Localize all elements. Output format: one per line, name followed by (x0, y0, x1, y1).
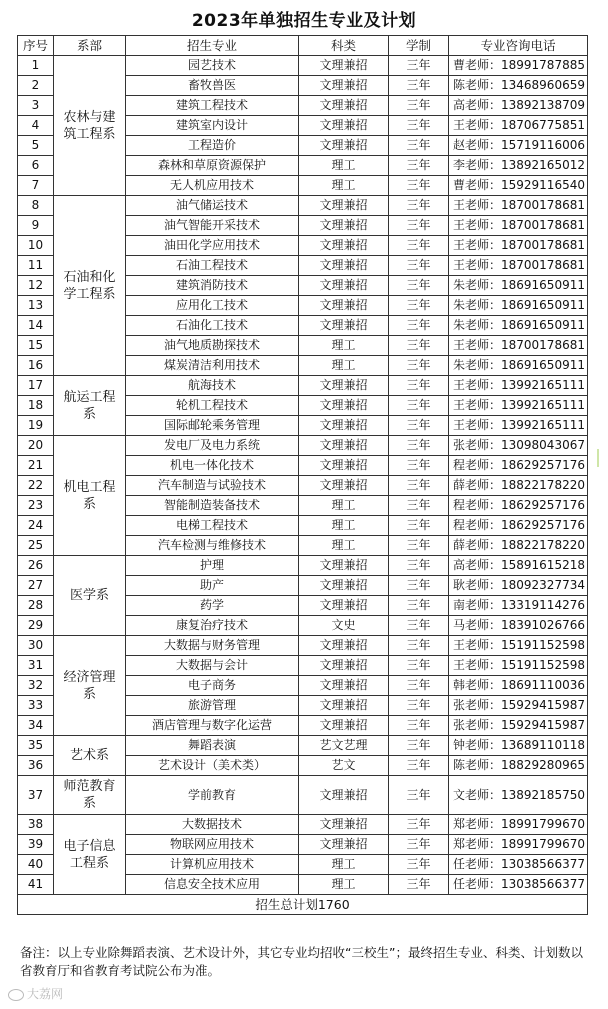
years-cell: 三年 (389, 776, 449, 815)
row-number: 2 (18, 76, 54, 96)
category-cell: 文理兼招 (299, 316, 389, 336)
category-cell: 文理兼招 (299, 256, 389, 276)
department-cell: 机电工程系 (54, 436, 126, 556)
row-number: 29 (18, 616, 54, 636)
edge-mark (597, 449, 599, 467)
category-cell: 文理兼招 (299, 676, 389, 696)
major-cell: 物联网应用技术 (126, 835, 299, 855)
table-row (18, 736, 588, 756)
phone-cell: 程老师：18629257176 (449, 516, 588, 536)
category-cell: 文理兼招 (299, 236, 389, 256)
row-number: 20 (18, 436, 54, 456)
phone-cell: 赵老师：15719116006 (449, 136, 588, 156)
category-cell: 文理兼招 (299, 296, 389, 316)
major-cell: 汽车检测与维修技术 (126, 536, 299, 556)
category-cell: 理工 (299, 855, 389, 875)
row-number: 39 (18, 835, 54, 855)
enrollment-table (17, 35, 588, 915)
phone-cell: 任老师：13038566377 (449, 855, 588, 875)
years-cell: 三年 (389, 716, 449, 736)
row-number: 5 (18, 136, 54, 156)
category-cell: 文理兼招 (299, 776, 389, 815)
header-department: 系部 (54, 36, 126, 56)
table-row (18, 636, 588, 656)
row-number: 40 (18, 855, 54, 875)
phone-cell: 朱老师：18691650911 (449, 356, 588, 376)
major-cell: 信息安全技术应用 (126, 875, 299, 895)
major-cell: 园艺技术 (126, 56, 299, 76)
major-cell: 无人机应用技术 (126, 176, 299, 196)
phone-cell: 南老师：13319114276 (449, 596, 588, 616)
phone-cell: 王老师：13992165111 (449, 396, 588, 416)
years-cell: 三年 (389, 496, 449, 516)
row-number: 16 (18, 356, 54, 376)
years-cell: 三年 (389, 216, 449, 236)
phone-cell: 高老师：15891615218 (449, 556, 588, 576)
category-cell: 文理兼招 (299, 116, 389, 136)
department-cell: 电子信息工程系 (54, 815, 126, 895)
major-cell: 旅游管理 (126, 696, 299, 716)
row-number: 28 (18, 596, 54, 616)
phone-cell: 郑老师：18991799670 (449, 815, 588, 835)
department-cell: 经济管理系 (54, 636, 126, 736)
category-cell: 文理兼招 (299, 396, 389, 416)
phone-cell: 张老师：13098043067 (449, 436, 588, 456)
row-number: 1 (18, 56, 54, 76)
major-cell: 电子商务 (126, 676, 299, 696)
major-cell: 酒店管理与数字化运营 (126, 716, 299, 736)
phone-cell: 李老师：13892165012 (449, 156, 588, 176)
years-cell: 三年 (389, 136, 449, 156)
row-number: 4 (18, 116, 54, 136)
row-number: 31 (18, 656, 54, 676)
phone-cell: 文老师：13892185750 (449, 776, 588, 815)
years-cell: 三年 (389, 116, 449, 136)
table-row (18, 196, 588, 216)
years-cell: 三年 (389, 756, 449, 776)
department-cell: 农林与建筑工程系 (54, 56, 126, 196)
row-number: 15 (18, 336, 54, 356)
years-cell: 三年 (389, 96, 449, 116)
table-row (18, 436, 588, 456)
category-cell: 理工 (299, 496, 389, 516)
phone-cell: 陈老师：18829280965 (449, 756, 588, 776)
major-cell: 石油工程技术 (126, 256, 299, 276)
row-number: 14 (18, 316, 54, 336)
years-cell: 三年 (389, 376, 449, 396)
years-cell: 三年 (389, 516, 449, 536)
phone-cell: 薛老师：18822178220 (449, 536, 588, 556)
major-cell: 轮机工程技术 (126, 396, 299, 416)
category-cell: 文理兼招 (299, 476, 389, 496)
years-cell: 三年 (389, 456, 449, 476)
major-cell: 国际邮轮乘务管理 (126, 416, 299, 436)
total-plan: 招生总计划1760 (18, 895, 588, 915)
watermark-text: 大荔网 (27, 987, 64, 1001)
row-number: 21 (18, 456, 54, 476)
phone-cell: 王老师：18700178681 (449, 216, 588, 236)
row-number: 34 (18, 716, 54, 736)
years-cell: 三年 (389, 416, 449, 436)
years-cell: 三年 (389, 556, 449, 576)
years-cell: 三年 (389, 176, 449, 196)
major-cell: 艺术设计（美术类） (126, 756, 299, 776)
category-cell: 文理兼招 (299, 596, 389, 616)
years-cell: 三年 (389, 236, 449, 256)
phone-cell: 张老师：15929415987 (449, 696, 588, 716)
category-cell: 理工 (299, 875, 389, 895)
phone-cell: 薛老师：18822178220 (449, 476, 588, 496)
phone-cell: 高老师：13892138709 (449, 96, 588, 116)
years-cell: 三年 (389, 396, 449, 416)
phone-cell: 陈老师：13468960659 (449, 76, 588, 96)
major-cell: 应用化工技术 (126, 296, 299, 316)
row-number: 3 (18, 96, 54, 116)
row-number: 11 (18, 256, 54, 276)
years-cell: 三年 (389, 436, 449, 456)
major-cell: 大数据与会计 (126, 656, 299, 676)
category-cell: 文理兼招 (299, 716, 389, 736)
category-cell: 文理兼招 (299, 696, 389, 716)
major-cell: 药学 (126, 596, 299, 616)
years-cell: 三年 (389, 256, 449, 276)
years-cell: 三年 (389, 736, 449, 756)
category-cell: 文理兼招 (299, 456, 389, 476)
major-cell: 舞蹈表演 (126, 736, 299, 756)
category-cell: 文理兼招 (299, 376, 389, 396)
years-cell: 三年 (389, 875, 449, 895)
major-cell: 护理 (126, 556, 299, 576)
major-cell: 机电一体化技术 (126, 456, 299, 476)
years-cell: 三年 (389, 276, 449, 296)
category-cell: 文理兼招 (299, 216, 389, 236)
phone-cell: 王老师：18700178681 (449, 256, 588, 276)
major-cell: 航海技术 (126, 376, 299, 396)
row-number: 38 (18, 815, 54, 835)
phone-cell: 王老师：18700178681 (449, 196, 588, 216)
major-cell: 畜牧兽医 (126, 76, 299, 96)
phone-cell: 王老师：18706775851 (449, 116, 588, 136)
category-cell: 艺文 (299, 756, 389, 776)
category-cell: 理工 (299, 336, 389, 356)
weibo-icon (8, 989, 24, 1001)
major-cell: 煤炭清洁利用技术 (126, 356, 299, 376)
years-cell: 三年 (389, 815, 449, 835)
table-body (18, 56, 588, 915)
major-cell: 大数据技术 (126, 815, 299, 835)
row-number: 30 (18, 636, 54, 656)
row-number: 22 (18, 476, 54, 496)
row-number: 18 (18, 396, 54, 416)
category-cell: 艺文艺理 (299, 736, 389, 756)
years-cell: 三年 (389, 656, 449, 676)
phone-cell: 王老师：13992165111 (449, 416, 588, 436)
table-row (18, 776, 588, 815)
header-phone: 专业咨询电话 (449, 36, 588, 56)
years-cell: 三年 (389, 156, 449, 176)
years-cell: 三年 (389, 476, 449, 496)
phone-cell: 马老师：18391026766 (449, 616, 588, 636)
row-number: 12 (18, 276, 54, 296)
major-cell: 发电厂及电力系统 (126, 436, 299, 456)
table-row (18, 556, 588, 576)
phone-cell: 朱老师：18691650911 (449, 276, 588, 296)
category-cell: 理工 (299, 516, 389, 536)
row-number: 35 (18, 736, 54, 756)
department-cell: 医学系 (54, 556, 126, 636)
department-cell: 石油和化学工程系 (54, 196, 126, 376)
major-cell: 智能制造装备技术 (126, 496, 299, 516)
phone-cell: 王老师：13992165111 (449, 376, 588, 396)
years-cell: 三年 (389, 196, 449, 216)
category-cell: 文理兼招 (299, 576, 389, 596)
phone-cell: 程老师：18629257176 (449, 456, 588, 476)
header-major: 招生专业 (126, 36, 299, 56)
phone-cell: 王老师：15191152598 (449, 636, 588, 656)
years-cell: 三年 (389, 56, 449, 76)
category-cell: 文理兼招 (299, 656, 389, 676)
category-cell: 文理兼招 (299, 96, 389, 116)
category-cell: 文理兼招 (299, 815, 389, 835)
phone-cell: 任老师：13038566377 (449, 875, 588, 895)
phone-cell: 耿老师：18092327734 (449, 576, 588, 596)
table-row (18, 815, 588, 835)
row-number: 41 (18, 875, 54, 895)
row-number: 8 (18, 196, 54, 216)
major-cell: 油气智能开采技术 (126, 216, 299, 236)
years-cell: 三年 (389, 596, 449, 616)
footnote: 备注：以上专业除舞蹈表演、艺术设计外，其它专业均招收“三校生”；最终招生专业、科类、计划数以省教育厅和省教育考试院公布为准。 (20, 945, 583, 978)
phone-cell: 郑老师：18991799670 (449, 835, 588, 855)
category-cell: 文理兼招 (299, 436, 389, 456)
watermark (8, 985, 63, 1002)
category-cell: 文理兼招 (299, 636, 389, 656)
phone-cell: 张老师：15929415987 (449, 716, 588, 736)
phone-cell: 程老师：18629257176 (449, 496, 588, 516)
row-number: 27 (18, 576, 54, 596)
years-cell: 三年 (389, 536, 449, 556)
row-number: 7 (18, 176, 54, 196)
category-cell: 文理兼招 (299, 835, 389, 855)
row-number: 37 (18, 776, 54, 815)
major-cell: 森林和草原资源保护 (126, 156, 299, 176)
category-cell: 文理兼招 (299, 56, 389, 76)
phone-cell: 王老师：18700178681 (449, 236, 588, 256)
major-cell: 建筑工程技术 (126, 96, 299, 116)
major-cell: 石油化工技术 (126, 316, 299, 336)
years-cell: 三年 (389, 336, 449, 356)
major-cell: 计算机应用技术 (126, 855, 299, 875)
total-row (18, 895, 588, 915)
major-cell: 油田化学应用技术 (126, 236, 299, 256)
years-cell: 三年 (389, 296, 449, 316)
major-cell: 汽车制造与试验技术 (126, 476, 299, 496)
page-title: 2023年单独招生专业及计划 (191, 11, 417, 31)
years-cell: 三年 (389, 835, 449, 855)
years-cell: 三年 (389, 676, 449, 696)
years-cell: 三年 (389, 616, 449, 636)
years-cell: 三年 (389, 855, 449, 875)
category-cell: 理工 (299, 356, 389, 376)
phone-cell: 王老师：18700178681 (449, 336, 588, 356)
phone-cell: 朱老师：18691650911 (449, 316, 588, 336)
row-number: 25 (18, 536, 54, 556)
category-cell: 文理兼招 (299, 556, 389, 576)
department-cell: 艺术系 (54, 736, 126, 776)
category-cell: 文理兼招 (299, 416, 389, 436)
years-cell: 三年 (389, 316, 449, 336)
phone-cell: 朱老师：18691650911 (449, 296, 588, 316)
row-number: 10 (18, 236, 54, 256)
phone-cell: 王老师：15191152598 (449, 656, 588, 676)
row-number: 9 (18, 216, 54, 236)
category-cell: 理工 (299, 156, 389, 176)
major-cell: 电梯工程技术 (126, 516, 299, 536)
row-number: 6 (18, 156, 54, 176)
department-cell: 航运工程系 (54, 376, 126, 436)
years-cell: 三年 (389, 576, 449, 596)
major-cell: 助产 (126, 576, 299, 596)
major-cell: 建筑室内设计 (126, 116, 299, 136)
row-number: 13 (18, 296, 54, 316)
category-cell: 文理兼招 (299, 276, 389, 296)
table-row (18, 56, 588, 76)
major-cell: 油气储运技术 (126, 196, 299, 216)
phone-cell: 曹老师：18991787885 (449, 56, 588, 76)
category-cell: 理工 (299, 176, 389, 196)
category-cell: 文理兼招 (299, 196, 389, 216)
category-cell: 文理兼招 (299, 136, 389, 156)
row-number: 19 (18, 416, 54, 436)
row-number: 36 (18, 756, 54, 776)
row-number: 26 (18, 556, 54, 576)
major-cell: 康复治疗技术 (126, 616, 299, 636)
phone-cell: 钟老师：13689110118 (449, 736, 588, 756)
table-row (18, 376, 588, 396)
row-number: 32 (18, 676, 54, 696)
years-cell: 三年 (389, 356, 449, 376)
header-no: 序号 (18, 36, 54, 56)
phone-cell: 韩老师：18691110036 (449, 676, 588, 696)
header-category: 科类 (299, 36, 389, 56)
phone-cell: 曹老师：15929116540 (449, 176, 588, 196)
row-number: 33 (18, 696, 54, 716)
major-cell: 工程造价 (126, 136, 299, 156)
row-number: 23 (18, 496, 54, 516)
category-cell: 文史 (299, 616, 389, 636)
years-cell: 三年 (389, 696, 449, 716)
category-cell: 理工 (299, 536, 389, 556)
major-cell: 建筑消防技术 (126, 276, 299, 296)
row-number: 24 (18, 516, 54, 536)
years-cell: 三年 (389, 636, 449, 656)
major-cell: 油气地质勘探技术 (126, 336, 299, 356)
department-cell: 师范教育系 (54, 776, 126, 815)
major-cell: 大数据与财务管理 (126, 636, 299, 656)
years-cell: 三年 (389, 76, 449, 96)
row-number: 17 (18, 376, 54, 396)
category-cell: 文理兼招 (299, 76, 389, 96)
header-years: 学制 (389, 36, 449, 56)
major-cell: 学前教育 (126, 776, 299, 815)
table-header-row (18, 36, 588, 56)
